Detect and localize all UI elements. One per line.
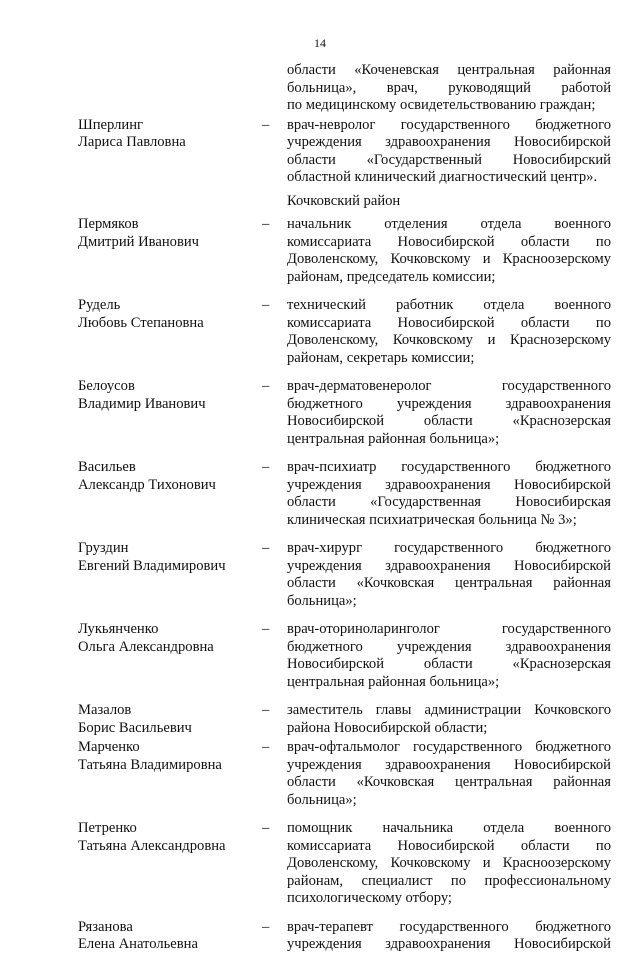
dash-separator: – xyxy=(262,739,270,755)
given-names: Борис Васильевич xyxy=(78,719,192,736)
description-line: района Новосибирской области; xyxy=(287,719,488,736)
dash-separator: – xyxy=(262,702,270,718)
description-line: комиссариата Новосибирской области по xyxy=(287,314,611,331)
surname: Белоусов xyxy=(78,378,135,394)
description-line: центральная районная больница»; xyxy=(287,430,500,447)
description-line: клиническая психиатрическая больница № 3»; xyxy=(287,511,577,528)
description-line: районам, специалист по профессиональному xyxy=(287,872,611,889)
dash-separator: – xyxy=(262,918,270,935)
dash-separator: – xyxy=(262,621,270,637)
description-line: врач-дерматовенеролог государственного xyxy=(287,378,611,394)
dash-separator: – xyxy=(262,820,270,836)
entry-description xyxy=(287,117,611,187)
surname: Васильев xyxy=(78,459,136,475)
description-line: области «Государственная Новосибирская xyxy=(287,494,611,510)
surname: Шперлинг xyxy=(78,116,144,133)
description-line: области «Коченевская центральная районная xyxy=(287,62,611,78)
list-item xyxy=(0,919,640,954)
person-name xyxy=(78,702,258,737)
description-line: области «Кочковская центральная районная xyxy=(287,774,611,790)
description-line: области «Кочковская центральная районная xyxy=(287,575,611,591)
list-item xyxy=(0,117,640,187)
entry-description xyxy=(287,621,611,691)
entry-description xyxy=(287,297,611,367)
given-names: Дмитрий Иванович xyxy=(78,233,199,250)
dash-separator: – xyxy=(262,116,270,133)
description-line: комиссариата Новосибирской области по xyxy=(287,837,611,854)
description-line: врач-хирург государственного бюджетного xyxy=(287,540,611,556)
person-name xyxy=(78,919,258,954)
description-line: по медицинскому освидетельствованию граждан; xyxy=(287,97,596,113)
list-item xyxy=(0,459,640,529)
entry-description xyxy=(287,459,611,529)
list-item xyxy=(0,297,640,367)
description-line: врач-терапевт государственного бюджетного xyxy=(287,918,611,935)
description-line: больница», врач, руководящий работой xyxy=(287,79,611,96)
list-item xyxy=(0,702,640,737)
entry-description xyxy=(287,919,611,954)
surname: Петренко xyxy=(78,820,137,836)
description-line: больница»; xyxy=(287,592,357,609)
list-item xyxy=(0,216,640,286)
dash-separator: – xyxy=(262,297,270,313)
description-line: учреждения здравоохранения Новосибирской xyxy=(287,756,611,773)
entry-description xyxy=(287,739,611,809)
description-line: области «Государственный Новосибирский xyxy=(287,151,611,168)
person-name xyxy=(78,820,258,855)
description-line: Новосибирской области «Краснозерская xyxy=(287,656,611,672)
list-item xyxy=(0,820,640,908)
person-name xyxy=(78,297,258,332)
entry-description xyxy=(287,216,611,286)
given-names: Любовь Степановна xyxy=(78,314,204,331)
person-name xyxy=(78,739,258,774)
description-line: учреждения здравоохранения Новосибирской xyxy=(287,476,611,493)
surname: Марченко xyxy=(78,739,140,755)
dash-separator: – xyxy=(262,216,270,232)
list-item xyxy=(0,62,640,115)
person-name xyxy=(78,540,258,575)
given-names: Татьяна Владимировна xyxy=(78,756,222,773)
entry-description xyxy=(287,540,611,610)
entry-description xyxy=(287,62,611,115)
given-names: Евгений Владимирович xyxy=(78,557,226,574)
person-name xyxy=(78,621,258,656)
list-item xyxy=(0,378,640,448)
page-number: 14 xyxy=(314,36,326,50)
description-line: учреждения здравоохранения Новосибирской xyxy=(287,936,611,952)
description-line: районам, председатель комиссии; xyxy=(287,268,496,285)
surname: Рязанова xyxy=(78,918,133,935)
entry-description xyxy=(287,378,611,448)
description-line: заместитель главы администрации Кочковского xyxy=(287,702,611,718)
description-line: областной клинический диагностический центр». xyxy=(287,169,598,185)
section-heading: Кочковский район xyxy=(287,192,401,209)
surname: Лукьянченко xyxy=(78,621,159,637)
surname: Груздин xyxy=(78,540,129,556)
description-line: бюджетного учреждения здравоохранения xyxy=(287,638,611,655)
description-line: Новосибирской области «Краснозерская xyxy=(287,413,611,429)
description-line: комиссариата Новосибирской области по xyxy=(287,233,611,250)
person-name xyxy=(78,117,258,152)
description-line: врач-психиатр государственного бюджетного xyxy=(287,459,611,475)
given-names: Александр Тихонович xyxy=(78,476,216,493)
entry-description xyxy=(287,702,611,737)
description-line: врач-оториноларинголог государственного xyxy=(287,621,611,637)
description-line: помощник начальника отдела военного xyxy=(287,820,611,836)
description-line: больница»; xyxy=(287,791,357,808)
person-name xyxy=(78,216,258,251)
description-line: бюджетного учреждения здравоохранения xyxy=(287,395,611,412)
surname: Рудель xyxy=(78,297,121,313)
description-line: Доволенскому, Кочковскому и Краснозерскому xyxy=(287,332,611,348)
description-line: районам, секретарь комиссии; xyxy=(287,349,475,366)
description-line: Доволенскому, Кочковскому и Красноозерскому xyxy=(287,855,611,871)
given-names: Лариса Павловна xyxy=(78,134,186,150)
person-name xyxy=(78,378,258,413)
surname: Пермяков xyxy=(78,216,139,232)
list-item xyxy=(0,739,640,809)
given-names: Ольга Александровна xyxy=(78,638,214,655)
dash-separator: – xyxy=(262,378,270,394)
description-line: врач-невролог государственного бюджетного xyxy=(287,116,611,133)
description-line: Доволенскому, Кочковскому и Красноозерскому xyxy=(287,251,611,267)
description-line: центральная районная больница»; xyxy=(287,673,500,690)
document-body xyxy=(0,62,640,956)
given-names: Татьяна Александровна xyxy=(78,837,226,854)
person-name xyxy=(78,459,258,494)
dash-separator: – xyxy=(262,459,270,475)
description-line: психологическому отбору; xyxy=(287,890,452,906)
description-line: учреждения здравоохранения Новосибирской xyxy=(287,557,611,574)
list-item xyxy=(0,540,640,610)
description-line: врач-офтальмолог государственного бюджетного xyxy=(287,739,611,755)
entry-description xyxy=(287,820,611,908)
list-item xyxy=(0,621,640,691)
surname: Мазалов xyxy=(78,702,132,718)
description-line: технический работник отдела военного xyxy=(287,297,611,313)
description-line: начальник отделения отдела военного xyxy=(287,216,611,232)
given-names: Елена Анатольевна xyxy=(78,936,198,952)
given-names: Владимир Иванович xyxy=(78,395,206,412)
dash-separator: – xyxy=(262,540,270,556)
description-line: учреждения здравоохранения Новосибирской xyxy=(287,134,611,150)
